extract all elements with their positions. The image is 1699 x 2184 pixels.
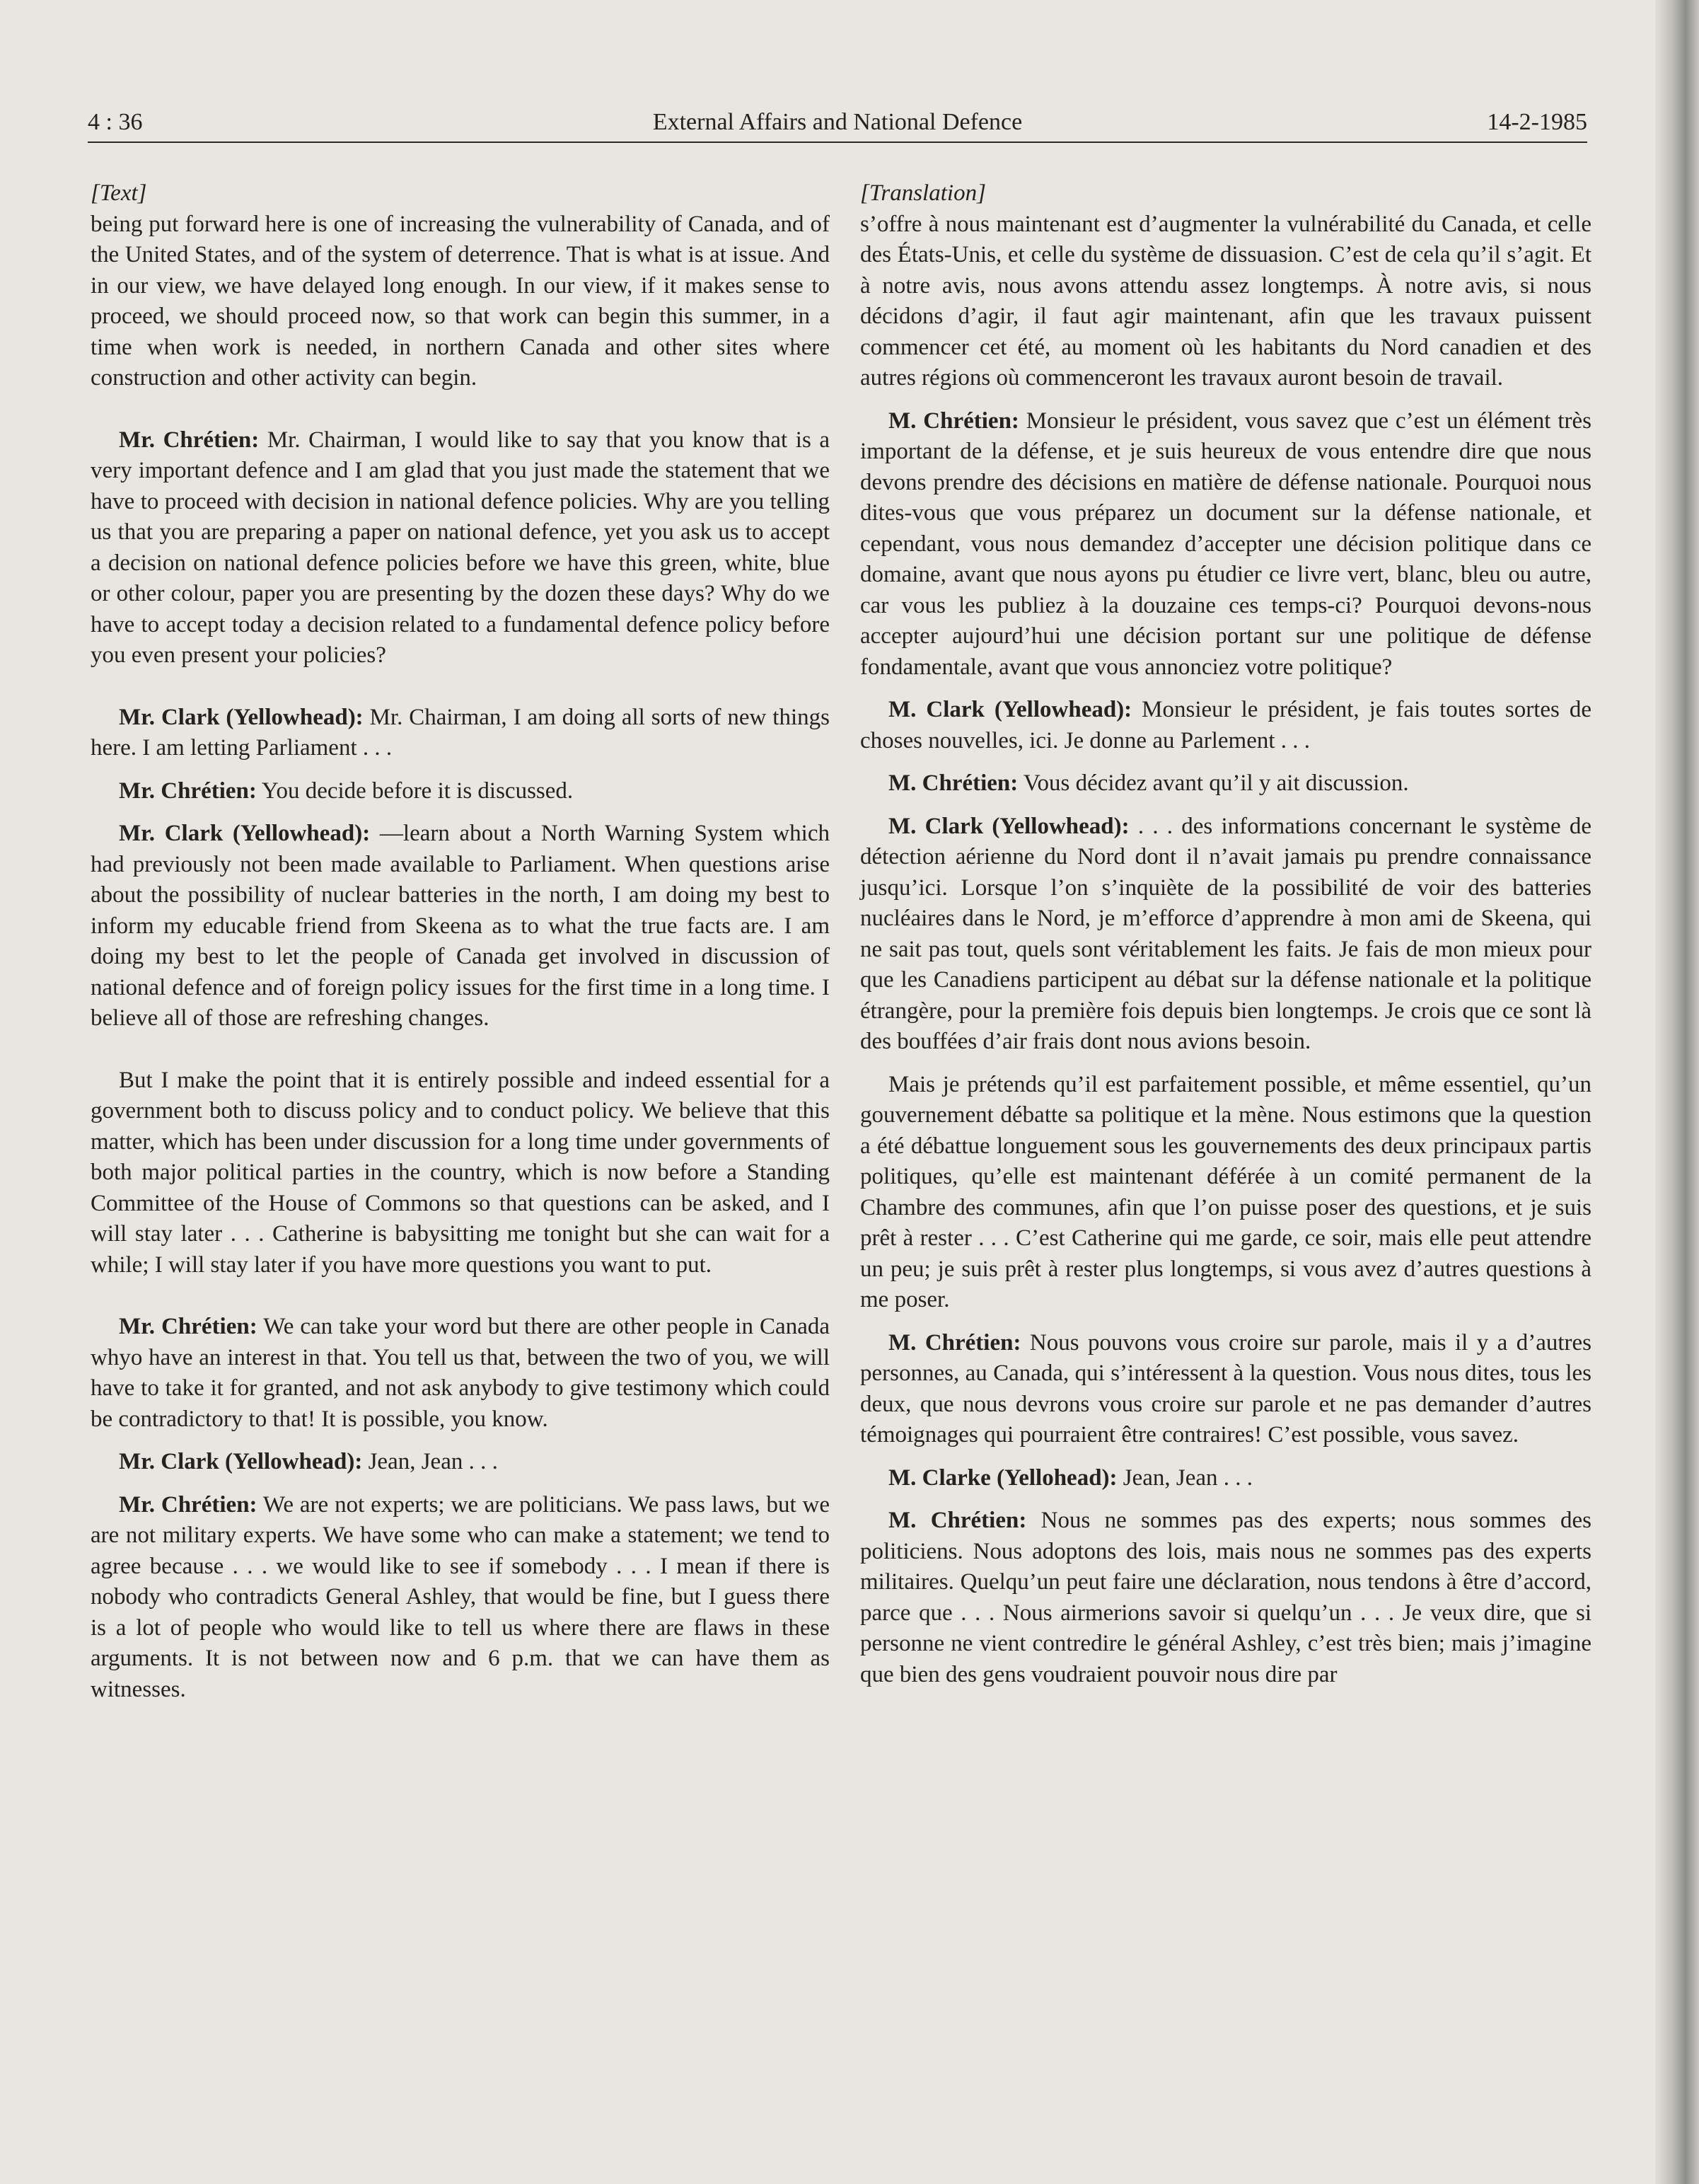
- paragraph: [91, 1490, 830, 1706]
- speech-text: Jean, Jean . . .: [1117, 1464, 1253, 1491]
- speaker-name: Mr. Clark (Yellowhead):: [119, 704, 364, 730]
- speech-text: Vous décidez avant qu’il y ait discussion.: [1018, 770, 1409, 796]
- speech-text: Jean, Jean . . .: [362, 1449, 498, 1474]
- column-heading: [Text]: [91, 180, 147, 206]
- speaker-name: Mr. Chrétien:: [119, 778, 257, 804]
- paragraph: [860, 811, 1591, 1058]
- paragraph: [91, 1312, 830, 1435]
- speech-text: Mr. Chairman, I would like to say that you know that is a very important defence and I am glad that you just made the statement that we have to proceed with decision in national defence policies. Why are you telling us that you are preparing a paper on national defence, yet you ask us to accept a decision on national defence policies before we have this green, white, blue or other colour, paper you are presenting by the dozen these days? Why do we have to accept today a decision related to a fundamental defence policy before you even present your policies?: [91, 427, 830, 668]
- paragraph: s’offre à nous maintenant est d’augmenter la vulnérabilité du Canada, et celle des États-Unis, et celle du système de dissuasion. C’est de cela qu’il s’agit. Et à notre avis, nous avons attendu assez longtemps. À notre avis, si nous décidons d’agir, il faut agir maintenant, afin que les travaux puissent commencer cet été, au moment où les habitants du Nord canadien et des autres régions où commenceront les travaux auront besoin de travail.: [860, 211, 1591, 391]
- speaker-name: Mr. Clark (Yellowhead):: [119, 1449, 363, 1474]
- running-title: External Affairs and National Defence: [652, 109, 1023, 135]
- speaker-name: Mr. Chrétien:: [119, 1314, 257, 1339]
- speaker-name: M. Chrétien:: [888, 1508, 1027, 1533]
- paragraph: [860, 768, 1591, 799]
- column-heading: [Translation]: [860, 180, 986, 206]
- paragraph: [91, 776, 830, 807]
- speaker-name: M. Chrétien:: [888, 770, 1019, 796]
- paragraph: [860, 406, 1591, 683]
- paragraph: being put forward here is one of increasing the vulnerability of Canada, and of the United States, and of the system of deterrence. That is what is at issue. And in our view, we have delayed long enough. In our view, if it makes sense to proceed, we should proceed now, so that work can begin this summer, in a time when work is needed, in northern Canada and other sites where construction and other activity can begin.: [91, 211, 830, 391]
- page-number: 4 : 36: [88, 109, 143, 135]
- english-column: [91, 178, 830, 1717]
- speech-text: Nous ne sommes pas des experts; nous sommes des politiciens. Nous adoptons des lois, mais nous ne sommes pas des experts militaires. Quelqu’un peut faire une déclaration, nous tendons à être d’accord, parce que . . . Nous airmerions savoir si quelqu’un . . . Je veux dire, que si personne ne vient contredire le général Ashley, c’est très bien; mais j’imagine que bien des gens voudraient pouvoir nous dire par: [860, 1508, 1591, 1687]
- paragraph: [91, 1447, 830, 1478]
- page-edge-shadow: [1655, 0, 1699, 2184]
- paragraph: [860, 1506, 1591, 1690]
- paragraph: But I make the point that it is entirely possible and indeed essential for a government both to discuss policy and to conduct policy. We believe that this matter, which has been under discussion for a long time under governments of both major political parties in the country, which is now before a Standing Committee of the House of Commons so that questions can be asked, and I will stay later . . . Catherine is babysitting me tonight but she can wait for a while; I will stay later if you have more questions you want to put.: [91, 1067, 830, 1278]
- paragraph: [91, 425, 830, 671]
- speaker-name: Mr. Chrétien:: [119, 1491, 257, 1518]
- speaker-name: M. Chrétien:: [888, 408, 1019, 434]
- speech-text: . . . des informations concernant le système de détection aérienne du Nord dont il n’avait jamais pu prendre connaissance jusqu’ici. Lorsque l’on s’inquiète de la possibilité de voir des batteries nucléaires dans le Nord, je m’efforce d’apprendre à mon ami de Skeena, qui ne sait pas tout, quels sont véritablement les faits. Je fais de mon mieux pour que les Canadiens participent au débat sur la défense nationale et la politique étrangère, pour la première fois depuis bien longtemps. Je crois que ce sont là des bouffées d’air frais dont nous avions besoin.: [860, 813, 1591, 1054]
- paragraph: [860, 1328, 1591, 1451]
- paragraph: Mais je prétends qu’il est parfaitement possible, et même essentiel, qu’un gouvernement débatte sa politique et la mène. Nous estimons que la question a été débattue longuement sous les gouvernements des deux principaux partis politiques, qu’elle est maintenant déférée à un comité permanent de la Chambre des communes, afin que l’on puisse poser des questions, et je suis prêt à rester . . . C’est Catherine qui me garde, ce soir, mais elle peut attendre un peu; je suis prêt à rester plus longtemps, si vous avez d’autres questions à me poser.: [860, 1071, 1591, 1312]
- speaker-name: Mr. Chrétien:: [119, 427, 260, 453]
- speech-text: Mr. Chairman, I am doing all sorts of new things here. I am letting Parliament . . .: [91, 704, 830, 761]
- page-header: [88, 106, 1587, 139]
- speech-text: We can take your word but there are other people in Canada whyo have an interest in that. You tell us that, between the two of you, we will have to take it for granted, and not ask anybody to give testimony which could be contradictory to that! It is possible, you know.: [91, 1314, 830, 1432]
- header-date: 14-2-1985: [1487, 109, 1587, 135]
- speaker-name: M. Clarke (Yellohead):: [888, 1464, 1118, 1491]
- speaker-name: Mr. Clark (Yellowhead):: [119, 821, 371, 846]
- french-column: [860, 178, 1591, 1702]
- paragraph: [91, 703, 830, 764]
- speech-text: You decide before it is discussed.: [256, 778, 574, 804]
- speech-text: Nous pouvons vous croire sur parole, mais il y a d’autres personnes, au Canada, qui s’intéressent à la question. Vous nous dites, tous les deux, que nous devrons vous croire sur parole et ne pas demander d’autres témoignages qui pourraient être contraires! C’est possible, vous savez.: [860, 1329, 1591, 1448]
- paragraph: [860, 695, 1591, 756]
- header-rule: [88, 141, 1587, 143]
- speaker-name: M. Clark (Yellowhead):: [888, 813, 1130, 839]
- paragraph: [91, 819, 830, 1034]
- speech-text: Monsieur le président, je fais toutes sortes de choses nouvelles, ici. Je donne au Parlement . . .: [860, 697, 1591, 753]
- speech-text: —learn about a North Warning System which had previously not been made available to Parliament. When questions arise about the possibility of nuclear batteries in the north, I am doing my best to inform my educable friend from Skeena as to what the true facts are. I am doing my best to let the people of Canada get involved in discussion of national defence and of foreign policy issues for the first time in a long time. I believe all of those are refreshing changes.: [91, 821, 830, 1031]
- speaker-name: M. Chrétien:: [888, 1329, 1021, 1356]
- speaker-name: M. Clark (Yellowhead):: [888, 697, 1132, 722]
- paragraph: [860, 1463, 1591, 1494]
- speech-text: We are not experts; we are politicians. We pass laws, but we are not military experts. We have some who can make a statement; we tend to agree because . . . we would like to see if somebody . . . I mean if there is nobody who contradicts General Ashley, that would be fine, but I guess there is a lot of people who would like to tell us where there are flaws in these arguments. It is not between now and 6 p.m. that we can have them as witnesses.: [91, 1491, 830, 1702]
- speech-text: Monsieur le président, vous savez que c’est un élément très important de la défense, et je suis heureux de vous entendre dire que nous devons prendre des décisions en matière de défense nationale. Pourquoi nous dites-vous que vous préparez un document sur la défense nationale, et cependant, vous nous demandez d’accepter une décision politique dans ce domaine, avant que nous ayons pu étudier ce livre vert, blanc, bleu ou autre, car vous les publiez à la douzaine ces temps-ci? Pourquoi devons-nous accepter aujourd’hui une décision portant sur une politique de défense fondamentale, avant que vous annonciez votre politique?: [860, 408, 1591, 680]
